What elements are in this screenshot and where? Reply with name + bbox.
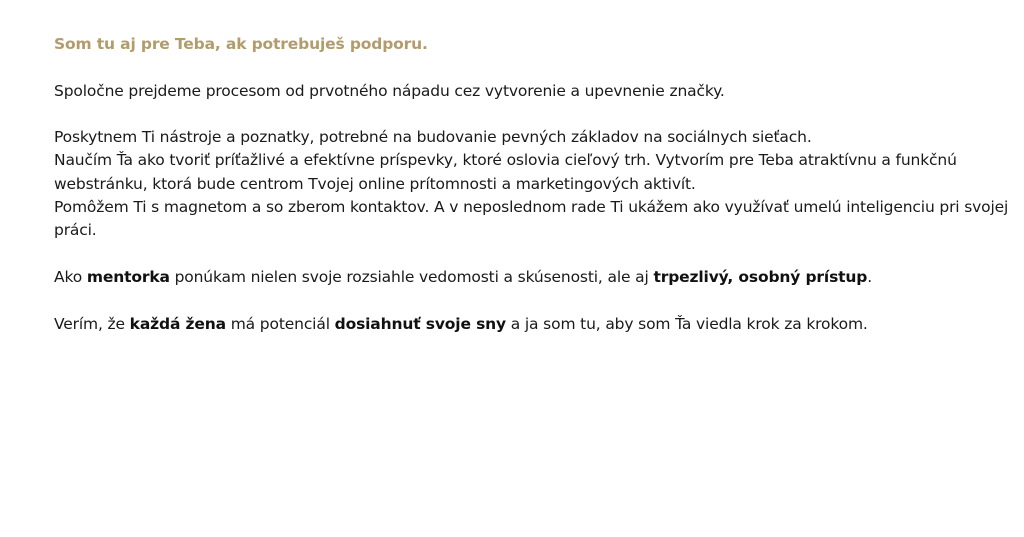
intro-paragraph: Spoločne prejdeme procesom od prvotného nápadu cez vytvorenie a upevnenie značky. xyxy=(54,81,725,100)
belief-bold-dreams: dosiahnuť svoje sny xyxy=(334,314,506,333)
belief-paragraph xyxy=(54,313,1014,336)
belief-text-1: Verím, že xyxy=(54,314,130,333)
belief-bold-woman: každá žena xyxy=(129,314,226,333)
belief-text-2: má potenciál xyxy=(225,314,335,333)
services-line-web: Naučím Ťa ako tvoriť príťažlivé a efektívne príspevky, ktoré oslovia cieľový trh. Vytvorím pre Teba atraktívnu a funkčnú webstránku, ktorá bude centrom Tvojej online prítomnosti a marketingových aktivít. xyxy=(54,151,957,193)
section-heading: Som tu aj pre Teba, ak potrebuješ podporu. xyxy=(54,35,428,53)
services-line-ai: Pomôžem Ti s magnetom a so zberom kontaktov. A v neposlednom rade Ti ukážem ako využívať umelú inteligenciu pri svojej práci. xyxy=(54,198,1009,240)
services-line-social: Poskytnem Ti nástroje a poznatky, potrebné na budovanie pevných základov na sociálnych sieťach. xyxy=(54,128,812,147)
services-paragraph xyxy=(54,126,1014,242)
mentor-bold-mentorka: mentorka xyxy=(86,267,170,286)
mentor-bold-approach: trpezlivý, osobný prístup xyxy=(653,267,868,286)
belief-text-3: a ja som tu, aby som Ťa viedla krok za krokom. xyxy=(506,314,868,333)
mentor-text-1: Ako xyxy=(54,267,87,286)
page-content xyxy=(54,33,1014,359)
mentor-paragraph xyxy=(54,266,1014,289)
mentor-text-3: . xyxy=(867,267,873,286)
mentor-text-2: ponúkam nielen svoje rozsiahle vedomosti a skúsenosti, ale aj xyxy=(169,267,654,286)
